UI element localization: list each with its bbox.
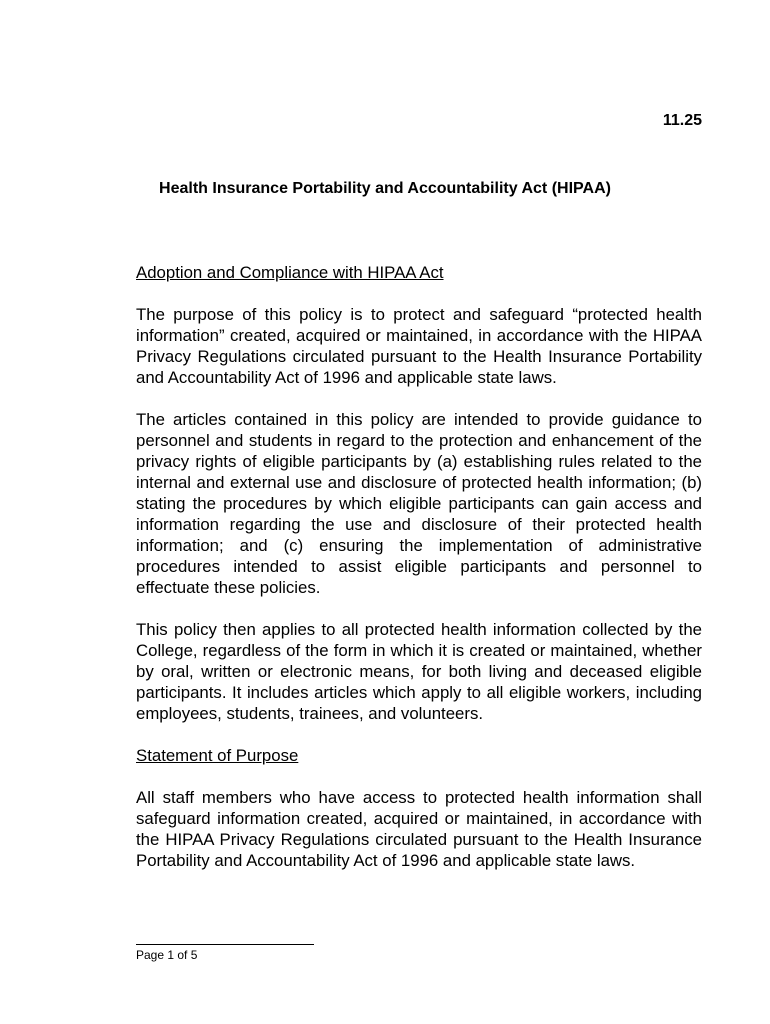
document-title: Health Insurance Portability and Accountability Act (HIPAA) [159, 180, 611, 197]
paragraph-articles: The articles contained in this policy are intended to provide guidance to personnel and students in regard to the protection and enhancement of the privacy rights of eligible participants by (a) establishing rules related to the internal and external use and disclosure of protected health information; (b) stating the procedures by which eligible participants can gain access and information regarding the use and disclosure of their protected health information; and (c) ensuring the implementation of administrative procedures intended to assist eligible participants and personnel to effectuate these policies. [136, 410, 702, 597]
paragraph-scope: This policy then applies to all protected health information collected by the College, regardless of the form in which it is created or maintained, whether by oral, written or electronic means, for both living and deceased eligible participants. It includes articles which apply to all eligible workers, including employees, students, trainees, and volunteers. [136, 620, 702, 723]
paragraph-staff-safeguard: All staff members who have access to protected health information shall safeguard information created, acquired or maintained, in accordance with the HIPAA Privacy Regulations circulated pursuant to the Health Insurance Portability and Accountability Act of 1996 and applicable state laws. [136, 788, 702, 870]
section-heading-adoption: Adoption and Compliance with HIPAA Act [136, 263, 444, 282]
page-number: Page 1 of 5 [136, 948, 198, 962]
document-body [136, 262, 702, 892]
footer-divider [136, 944, 314, 945]
paragraph-purpose: The purpose of this policy is to protect and safeguard “protected health information” created, acquired or maintained, in accordance with the HIPAA Privacy Regulations circulated pursuant to the Health Insurance Portability and Accountability Act of 1996 and applicable state laws. [136, 305, 702, 387]
section-heading-statement-of-purpose: Statement of Purpose [136, 746, 299, 765]
document-number: 11.25 [662, 112, 702, 129]
